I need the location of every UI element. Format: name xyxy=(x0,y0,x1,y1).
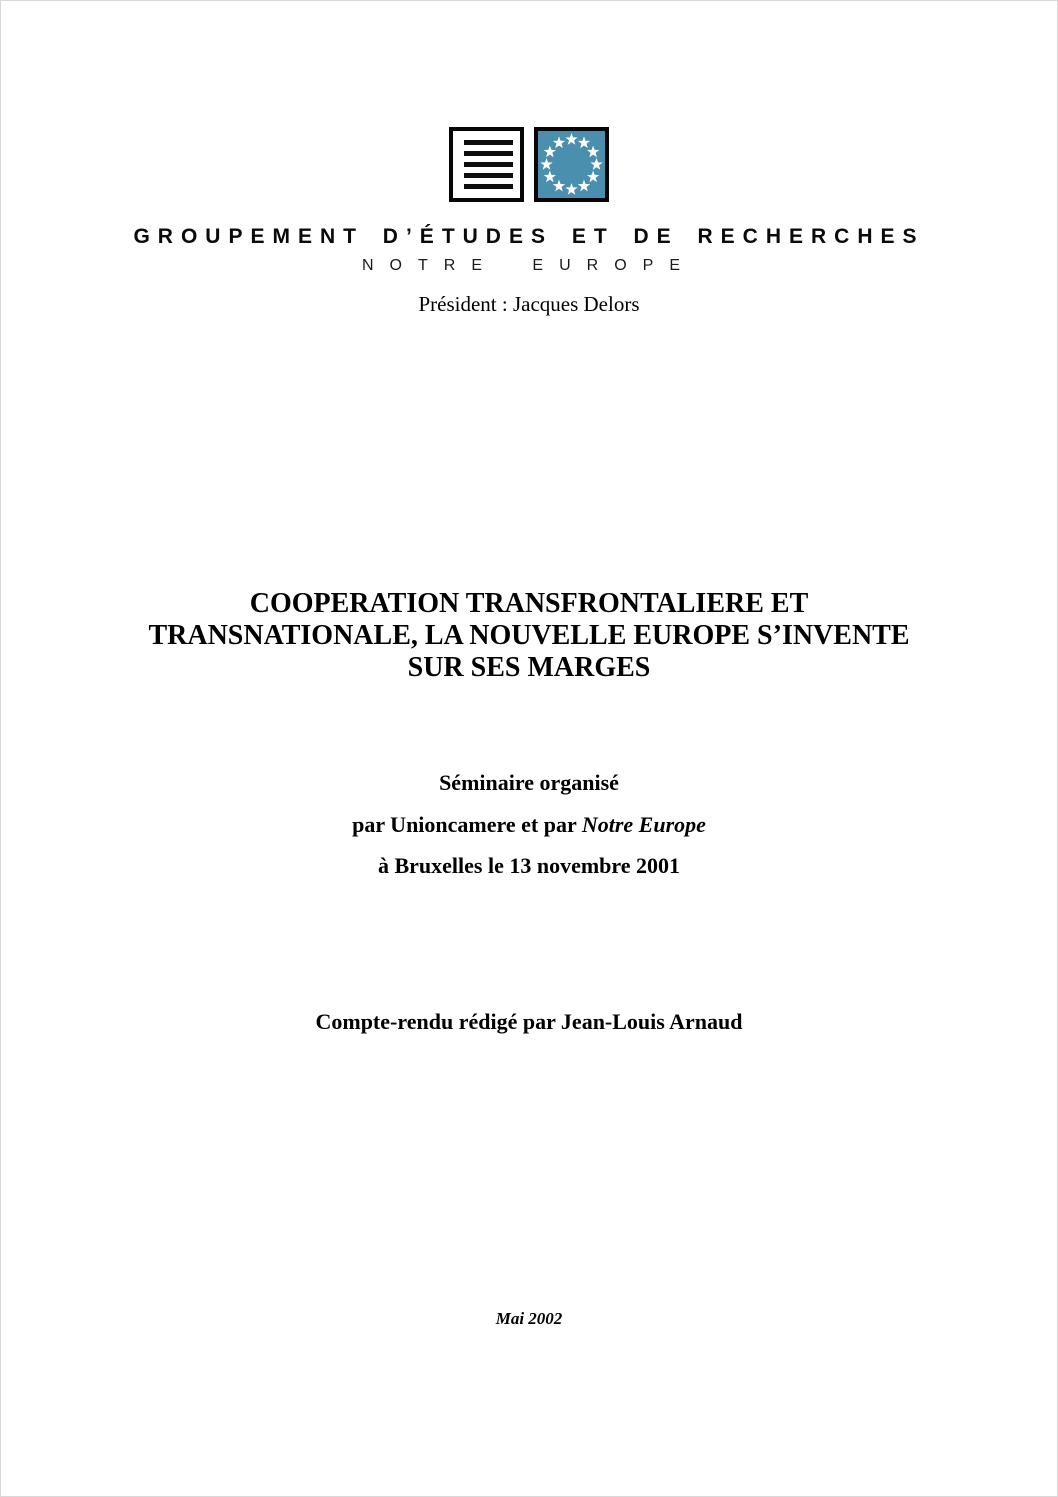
org-logo xyxy=(0,127,1058,202)
seminar-line-1: Séminaire organisé xyxy=(439,770,619,795)
title-line-2: TRANSNATIONALE, LA NOUVELLE EUROPE S’INVENTE xyxy=(148,620,910,651)
title-line-1: COOPERATION TRANSFRONTALIERE ET xyxy=(249,588,809,619)
org-name: GROUPEMENT D’ÉTUDES ET DE RECHERCHES xyxy=(133,225,925,248)
seminar-line-2-emphasis: Notre Europe xyxy=(581,812,706,837)
document-title xyxy=(0,588,1058,684)
date-line: Mai 2002 xyxy=(495,1309,563,1328)
seminar-line-3: à Bruxelles le 13 novembre 2001 xyxy=(377,853,681,878)
document-lines-icon xyxy=(449,127,524,202)
eu-stars-icon xyxy=(534,127,609,202)
credit-line: Compte-rendu rédigé par Jean-Louis Arnaud xyxy=(315,1009,743,1034)
president-line: Président : Jacques Delors xyxy=(418,292,640,316)
seminar-line-2-text: par Unioncamere et par xyxy=(352,812,582,837)
org-subtitle: NOTRE EUROPE xyxy=(361,257,696,274)
title-line-3: SUR SES MARGES xyxy=(407,652,651,683)
seminar-line-2 xyxy=(0,812,1058,838)
